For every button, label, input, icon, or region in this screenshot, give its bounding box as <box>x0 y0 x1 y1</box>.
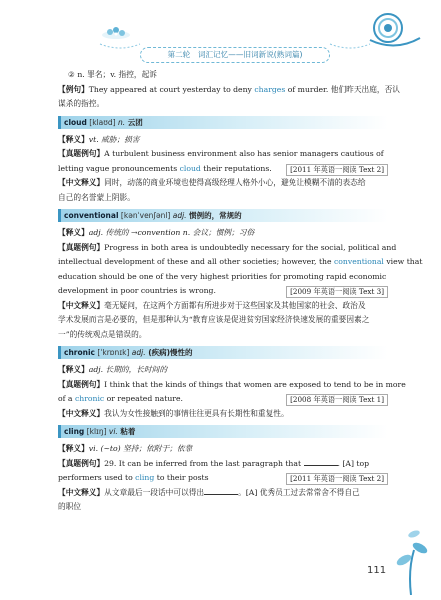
swirl-icon <box>370 14 420 46</box>
definition <box>58 133 388 148</box>
headword: chronic <box>64 348 95 357</box>
real-exam-text: intellectual development of these and all other societies; however, the <box>58 257 334 266</box>
page-content <box>58 68 423 515</box>
chinese-label: 【中文释义】 <box>58 408 105 418</box>
part-of-speech: adj. <box>131 348 146 357</box>
real-exam-example-cont: education should be one of the very highest priorities for promoting rapid economic <box>58 271 387 281</box>
real-exam-example <box>58 241 397 256</box>
definition-line: ② n. 罪名；v. 指控，起诉 <box>68 70 157 79</box>
entry-header-conventional <box>58 209 388 222</box>
headword: conventional <box>64 211 119 220</box>
definition <box>58 363 388 378</box>
chinese-translation-cont: 一”的传统观点是错误的。 <box>58 329 147 339</box>
definition-text: vi. (~to) 坚持；依附于；依靠 <box>88 444 193 453</box>
part-of-speech: vi. <box>108 427 118 436</box>
chapter-title: 第二轮 词汇记忆——旧词新说(熟词篇) <box>140 47 330 63</box>
headword: cloud <box>64 117 87 127</box>
page-number: 111 <box>367 565 387 576</box>
phonetic: [ˈkrɒnɪk] <box>95 348 132 357</box>
chinese-text: 从文章最后一段话中可以得出 <box>104 487 205 497</box>
definition <box>58 226 388 241</box>
real-exam-text: of a <box>58 394 75 403</box>
definition-text: vt. 威胁；损害 <box>88 134 140 144</box>
definition-text: adj. 传统的 →convention n. 会议；惯例；习俗 <box>88 228 255 237</box>
entry-header-cling <box>58 425 388 438</box>
real-exam-text: or repeated nature. <box>104 394 183 403</box>
real-exam-example-cont <box>58 162 388 177</box>
phonetic: [klɪŋ] <box>84 427 109 436</box>
headword: cling <box>64 427 85 436</box>
chinese-label: 【中文释义】 <box>58 178 105 187</box>
part-of-speech: adj. <box>172 211 187 220</box>
definition <box>58 442 388 457</box>
source-tag: [2011 年英语一阅读 Text 2] <box>286 473 388 485</box>
example-text: of murder. 他们昨天出庭，否认 <box>285 84 400 94</box>
definition-label: 【释义】 <box>58 444 89 453</box>
page-header <box>0 0 441 62</box>
phonetic: [klaʊd] <box>86 117 118 127</box>
flower-icon <box>107 27 125 36</box>
source-tag: [2011 年英语一阅读 Text 2] <box>286 164 388 176</box>
definition-label: 【释义】 <box>58 365 89 374</box>
chinese-meaning: (疾病)慢性的 <box>145 348 193 357</box>
chinese-text: 我认为女性接触到的事情往往更具有长期性和重复性。 <box>104 408 289 418</box>
real-exam-text: performers used to <box>58 473 136 482</box>
answer-blank <box>304 457 338 466</box>
chinese-translation <box>58 176 388 191</box>
real-exam-text: letting vague pronouncements <box>58 163 180 173</box>
plant-decoration-icon <box>386 520 436 595</box>
chinese-translation <box>58 299 388 314</box>
chinese-translation-cont: 自己的名誉蒙上阴影。 <box>58 192 135 202</box>
entry-header-cloud <box>58 116 388 129</box>
real-exam-text: A turbulent business environment also has senior managers cautious of <box>104 149 384 158</box>
real-exam-text: view that <box>383 257 423 266</box>
source-tag: [2008 年英语一阅读 Text 1] <box>286 394 388 406</box>
real-exam-example <box>58 378 406 393</box>
real-exam-text: Progress in both area is undoubtedly necessary for the social, political and <box>104 242 397 252</box>
example-text: They appeared at court yesterday to deny <box>88 84 255 94</box>
real-exam-text: . [A] top <box>337 458 370 468</box>
real-exam-example <box>58 457 388 472</box>
highlight-word: chronic <box>74 394 105 403</box>
real-exam-label: 【真题例句】 <box>58 242 105 252</box>
real-exam-example <box>58 147 388 162</box>
real-exam-label: 【真题例句】 <box>58 458 105 468</box>
real-exam-text: their reputations. <box>200 163 272 173</box>
chinese-meaning: 惯例的，常规的 <box>186 211 242 220</box>
chinese-meaning: 粘着 <box>117 427 136 436</box>
real-exam-text: development in poor countries is wrong. <box>58 286 216 295</box>
chinese-label: 【中文释义】 <box>58 300 105 310</box>
highlight-word: charges <box>254 84 286 94</box>
chinese-text: 。[A] 优秀员工过去常常舍不得自己 <box>238 487 360 497</box>
example-sentence <box>58 83 400 98</box>
real-exam-example-cont <box>58 471 388 486</box>
real-exam-label: 【真题例句】 <box>58 379 105 389</box>
definition-label: 【释义】 <box>58 134 89 144</box>
example-sentence-cont: 谋杀的指控。 <box>58 99 105 108</box>
chinese-translation-cont: 学术发展而言是必要的，但是那种认为“教育应该是促进贫穷国家经济快速发展的重要因素之 <box>58 315 370 324</box>
chinese-text: 毫无疑问，在这两个方面都有所进步对于这些国家及其他国家的社会、政治及 <box>104 300 366 310</box>
chinese-translation-cont: 的职位 <box>58 502 82 511</box>
definition-label: 【释义】 <box>58 228 89 237</box>
example-label: 【例句】 <box>58 84 89 94</box>
source-tag: [2009 年英语一阅读 Text 3] <box>286 286 388 298</box>
chinese-translation <box>58 486 388 501</box>
real-exam-text: I think that the kinds of things that women are exposed to tend to be in more <box>104 379 406 389</box>
phonetic: [kənˈvenʃənl] <box>118 211 173 220</box>
real-exam-example-cont <box>58 284 388 299</box>
real-exam-example-cont <box>58 255 423 270</box>
chinese-translation <box>58 407 388 422</box>
highlight-word: cling <box>135 473 155 482</box>
real-exam-label: 【真题例句】 <box>58 149 105 158</box>
real-exam-text: 29. It can be inferred from the last paragraph that <box>104 458 302 468</box>
highlight-word: conventional <box>333 257 384 266</box>
highlight-word: cloud <box>179 163 201 173</box>
chinese-meaning: 云团 <box>125 117 143 127</box>
real-exam-example-cont <box>58 392 388 407</box>
chinese-label: 【中文释义】 <box>58 487 105 497</box>
definition-text: adj. 长期的，长时间的 <box>88 365 168 374</box>
chinese-text: 同时，动荡的商业环境也使得高级经理人格外小心，避免让模糊不清的表态给 <box>104 178 366 187</box>
answer-blank <box>204 486 238 495</box>
real-exam-text: to their posts <box>154 473 209 482</box>
part-of-speech: n. <box>117 117 126 127</box>
entry-header-chronic <box>58 346 388 359</box>
